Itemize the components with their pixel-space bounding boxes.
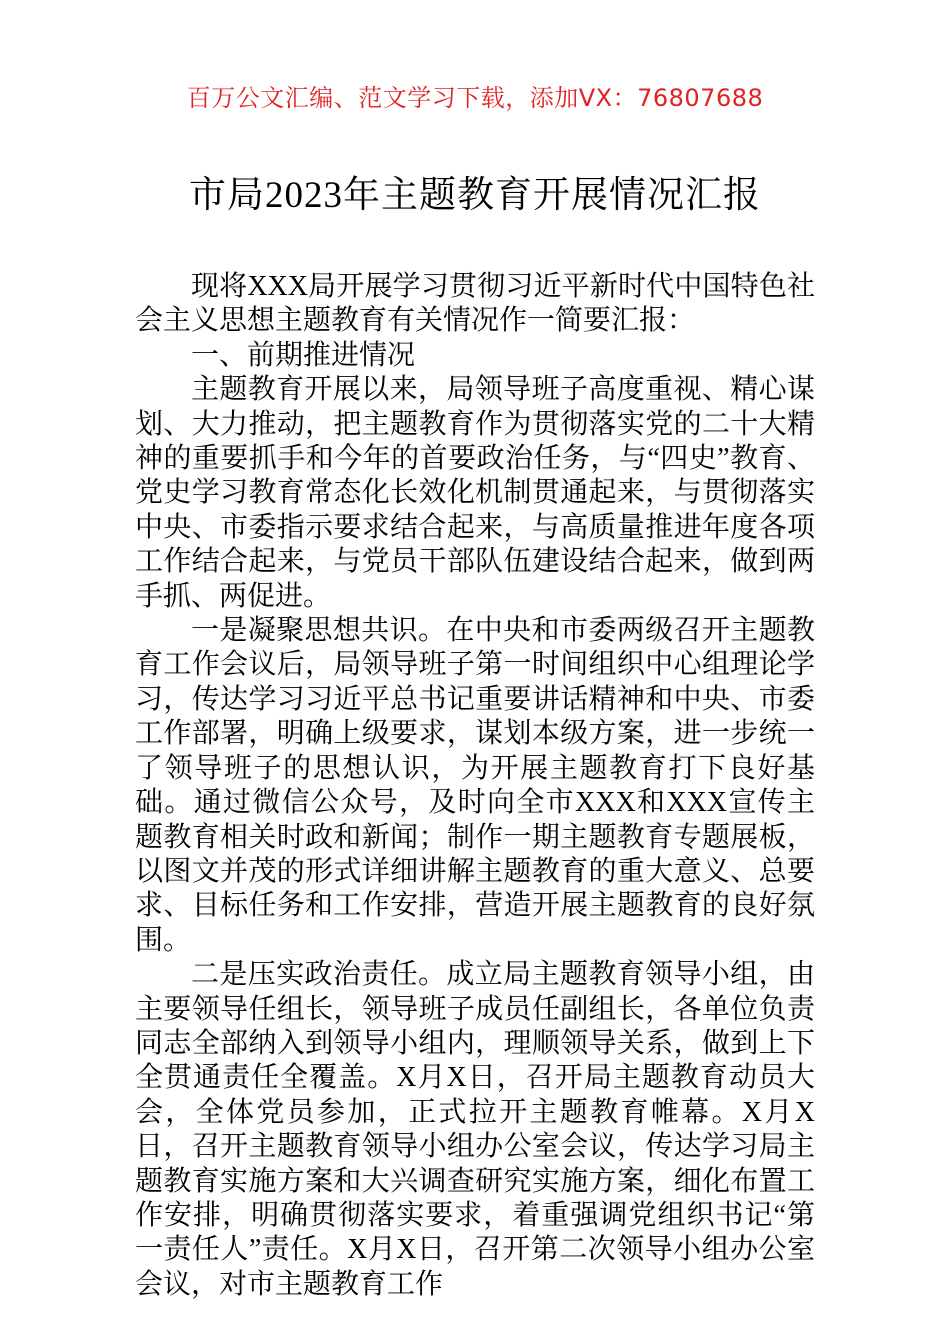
document-title: 市局2023年主题教育开展情况汇报 [189,175,761,216]
paragraph-overview: 主题教育开展以来，局领导班子高度重视、精心谋划、大力推动，把主题教育作为贯彻落实党的二十大精神的重要抓手和今年的首要政治任务，与“四史”教育、党史学习教育常态化长效化机制贯通起来，与贯彻落实中央、市委指示要求结合起来，与高质量推进年度各项工作结合起来，与党员干部队伍建设结合起来，做到两手抓、两促进。 [135,374,815,612]
promo-notice-line: 百万公文汇编、范文学习下载，添加VX：76807688 [186,84,764,112]
paragraph-point-2: 二是压实政治责任。成立局主题教育领导小组，由主要领导任组长，领导班子成员任副组长，各单位负责同志全部纳入到领导小组内，理顺领导关系，做到上下全贯通责任全覆盖。X月X日，召开局主题教育动员大会，全体党员参加，正式拉开主题教育帷幕。X月X日，召开主题教育领导小组办公室会议，传达学习局主题教育实施方案和大兴调查研究实施方案，细化布置工作安排，明确贯彻落实要求，着重强调党组织书记“第一责任人”责任。X月X日，召开第二次领导小组办公室会议，对市主题教育工作 [135,959,815,1300]
section-heading-1: 一、前期推进情况 [191,339,416,371]
paragraph-intro: 现将XXX局开展学习贯彻习近平新时代中国特色社会主义思想主题教育有关情况作一简要汇报： [135,271,815,337]
document-body [135,270,815,1302]
paragraph-point-1: 一是凝聚思想共识。在中央和市委两级召开主题教育工作会议后，局领导班子第一时间组织中心组理论学习，传达学习习近平总书记重要讲话精神和中央、市委工作部署，明确上级要求，谋划本级方案，进一步统一了领导班子的思想认识，为开展主题教育打下良好基础。通过微信公众号，及时向全市XXX和XXX宣传主题教育相关时政和新闻；制作一期主题教育专题展板，以图文并茂的形式详细讲解主题教育的重大意义、总要求、目标任务和工作安排，营造开展主题教育的良好氛围。 [135,615,815,956]
